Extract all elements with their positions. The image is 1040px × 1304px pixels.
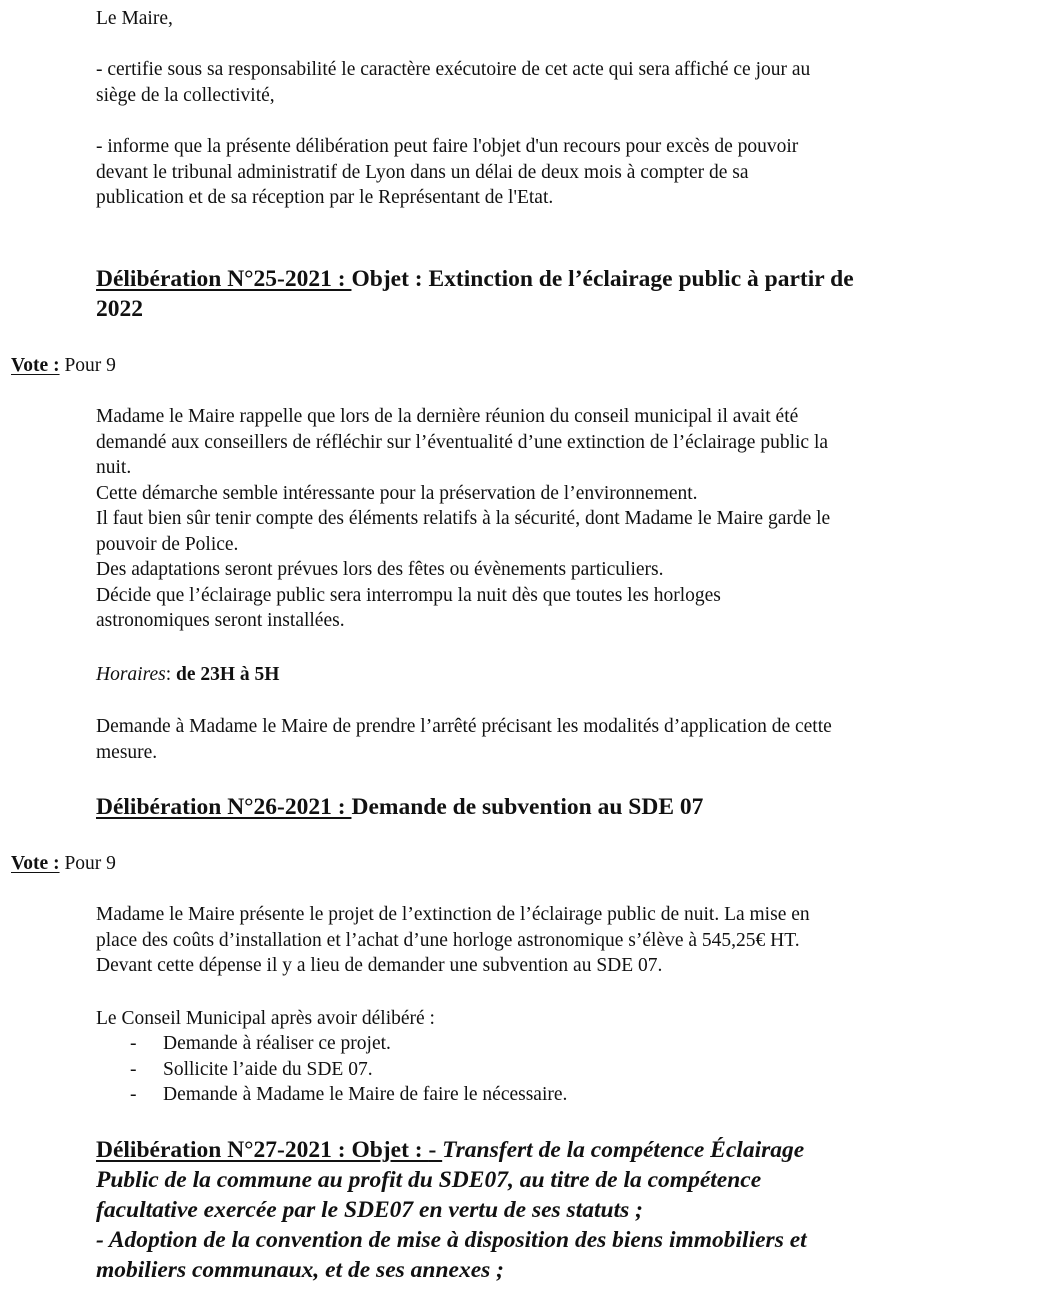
list-item: - Demande à réaliser ce projet. [130, 1033, 391, 1054]
deliberation-25-heading: Délibération N°25-2021 : Objet : Extinction de l’éclairage public à partir de 2022 [96, 266, 854, 322]
deliberation-26-title: Demande de subvention au SDE 07 [351, 794, 704, 820]
deliberation-27-ref: Délibération N°27-2021 : Objet : [96, 1137, 429, 1163]
certify-paragraph: - certifie sous sa responsabilité le caractère exécutoire de cet acte qui sera affiché ce jour au siège de la collectivité, [96, 59, 811, 106]
list-item: - Sollicite l’aide du SDE 07. [130, 1058, 373, 1080]
deliberation-25-title: Objet : Extinction de l’éclairage public à partir de [351, 266, 854, 292]
list-item: - Demande à Madame le Maire de faire le nécessaire. [130, 1084, 568, 1105]
deliberation-26-body: Madame le Maire présente le projet de l’extinction de l’éclairage public de nuit. La mise en place des coûts d’installation et l’achat d’une horloge astronomique s’élève à 545,25€ HT. Devant cette dépense il y a lieu de demander une subvention au SDE 07. [96, 904, 810, 976]
deliberation-25-hours: Horaires: de 23H à 5H [96, 664, 280, 685]
deliberation-26-heading [96, 792, 956, 822]
deliberation-25-request: Demande à Madame le Maire de prendre l’arrêté précisant les modalités d’application de cette mesure. [96, 716, 832, 763]
deliberation-26-vote: Vote : Pour 9 [11, 853, 116, 874]
deliberation-25-vote: Vote : Pour 9 [11, 355, 116, 376]
decision-list [96, 1031, 567, 1108]
deliberation-25-ref: Délibération N°25-2021 : [96, 266, 352, 292]
deliberation-27-heading: Délibération N°27-2021 : Objet : - Transfert de la compétence Éclairage Public de la commune au profit du SDE07, au titre de la compétence facultative exercée par le SDE07 en vertu de ses statuts ; - Adoption de la convention de mise à disposition des biens immobiliers et mobiliers communaux, et de ses annexes ; [96, 1137, 807, 1283]
deliberation-26-ref: Délibération N°26-2021 : [96, 794, 352, 820]
signatory-line: Le Maire, [96, 8, 173, 29]
deliberation-25-body: Madame le Maire rappelle que lors de la dernière réunion du conseil municipal il avait été demandé aux conseillers de réfléchir sur l’éventualité d’une extinction de l’éclairage public la nuit. Cette démarche semble intéressante pour la préservation de l’environnement. Il faut bien sûr tenir compte des éléments relatifs à la sécurité, dont Madame le Maire garde le pouvoir de Police. Des adaptations seront prévues lors des fêtes ou évènements particuliers. Décide que l’éclairage public sera interrompu la nuit dès que toutes les horloges astronomiques seront installées. [96, 406, 831, 631]
council-intro: Le Conseil Municipal après avoir délibéré : [96, 1008, 435, 1029]
inform-paragraph: - informe que la présente délibération peut faire l'objet d'un recours pour excès de pouvoir devant le tribunal administratif de Lyon dans un délai de deux mois à compter de sa publication et de sa réception par le Représentant de l'Etat. [96, 136, 799, 208]
